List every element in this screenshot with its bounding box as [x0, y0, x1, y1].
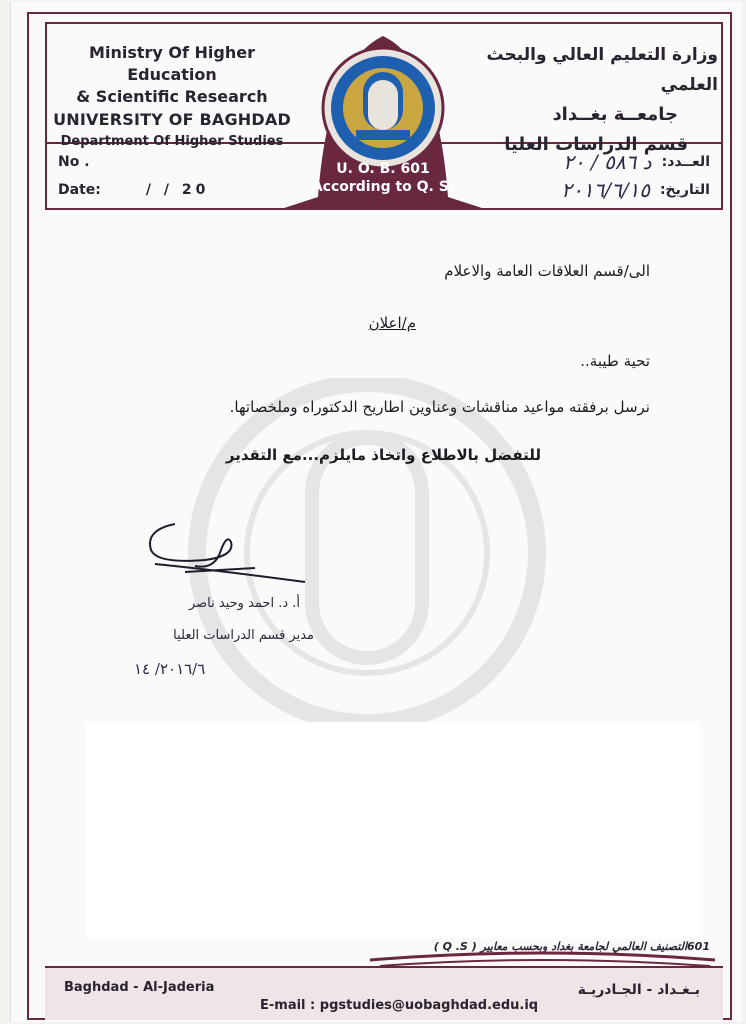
ar-date-value: ٢٠١٦/٦/١٥: [561, 178, 650, 202]
signatory-name: أ. د. احمد وحيد ناصر: [188, 596, 300, 611]
date-value: / / 20: [145, 182, 210, 198]
reference-fields-ar: [561, 148, 710, 204]
reference-fields-en: [58, 148, 209, 204]
qs-ranking-note: 601التصنيف العالمي لجامعة بغداد وبحسب معايير ( Q .S ): [433, 940, 710, 953]
ministry-en: Ministry Of Higher Education: [89, 43, 255, 84]
subject-line: م/اعلان: [368, 314, 416, 332]
email-line[interactable]: E-mail : pgstudies@uobaghdad.edu.iq: [260, 998, 539, 1013]
department-ar: قسم الدراسات العليا: [504, 134, 688, 155]
uob-label: [278, 160, 488, 196]
recipient-line: الى/قسم العلاقات العامة والاعلام: [444, 262, 650, 280]
signature-scribble: [135, 520, 335, 600]
english-letterhead: [52, 42, 292, 152]
redacted-area: [86, 722, 700, 938]
university-ar: جامعــة بغــداد: [552, 104, 678, 125]
ar-number-value: د ٥٨٦ / ٢٠: [563, 150, 652, 174]
arabic-letterhead: [468, 40, 718, 160]
greeting-line: تحية طيبة..: [580, 352, 650, 370]
uob-qs: According to Q. S.: [311, 179, 455, 195]
closing-line: للتفضل بالاطلاع واتخاذ مايلزم...مع التقدير: [225, 446, 541, 464]
department-en: Department Of Higher Studies: [60, 134, 284, 149]
ministry-ar: وزارة التعليم العالي والبحث العلمي: [486, 45, 718, 95]
address-en: Baghdad - Al-Jaderia: [64, 980, 215, 995]
date-label: Date:: [58, 182, 101, 198]
main-text: نرسل برفقته مواعيد مناقشات وعناوين اطاريح الدكتوراه وملخصاتها.: [229, 398, 650, 416]
signatory-title: مدير قسم الدراسات العليا: [173, 628, 314, 643]
university-en: UNIVERSITY OF BAGHDAD: [53, 110, 291, 129]
address-ar: بـغـداد - الجـادريـة: [577, 982, 700, 998]
number-label: No .: [58, 154, 90, 170]
ar-date-label: التاريخ:: [659, 182, 710, 198]
signature-date: ٢٠١٦/٦/ ١٤: [134, 660, 206, 678]
research-en: & Scientific Research: [76, 87, 268, 106]
uob-code: U. O. B. 601: [336, 161, 430, 177]
ar-number-label: العــدد:: [661, 154, 710, 170]
